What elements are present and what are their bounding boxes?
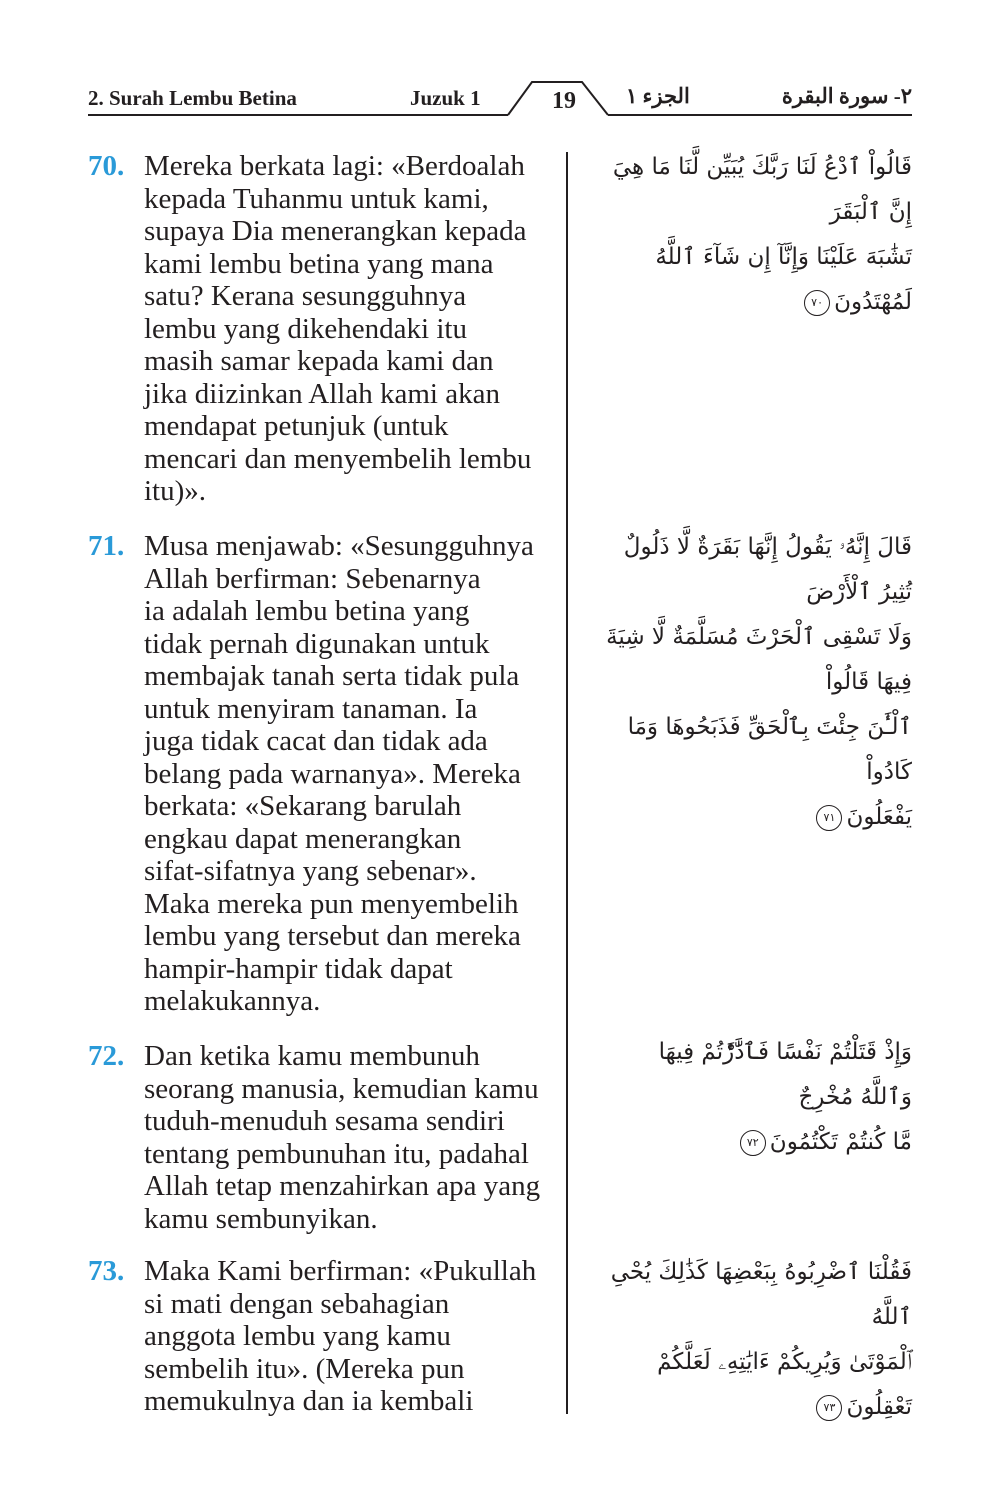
ayah-end-marker: ٧٠ bbox=[804, 290, 830, 316]
column-divider bbox=[566, 152, 568, 1414]
arabic-text: قَالَ إِنَّهُۥ يَقُولُ إِنَّهَا بَقَرَةٌ لَّا ذَلُولٌ تُثِيرُ ٱلْأَرْضَ وَلَا تَسْقِى ٱلْحَرْثَ مُسَلَّمَةٌ لَّا شِيَةَ فِيهَا قَالُواْ ٱلْـَٰٔنَ جِئْتَ بِٱلْحَقِّ فَذَبَحُوهَا وَمَا كَادُواْ يَفْعَلُونَ bbox=[606, 534, 912, 830]
verse-translation: Dan ketika kamu membunuh seorang manusia, kemudian kamu tuduh-menuduh sesama sendiri tentang pembunuhan itu, padahal Allah tetap menzahirkan apa yang kamu sembunyikan. bbox=[144, 1040, 541, 1235]
arabic-text: قَالُواْ ٱدْعُ لَنَا رَبَّكَ يُبَيِّن لَّنَا مَا هِيَ إِنَّ ٱلْبَقَرَ تَشَٰبَهَ عَلَيْنَا وَإِنَّآ إِن شَآءَ ٱللَّهُ لَمُهْتَدُونَ bbox=[612, 154, 912, 315]
verse-number: 73. bbox=[88, 1255, 125, 1287]
surah-title-latin: 2. Surah Lembu Betina bbox=[88, 86, 297, 110]
ayah-end-marker: ٧٣ bbox=[816, 1395, 842, 1421]
verse-number: 71. bbox=[88, 530, 125, 562]
juzuk-label-arabic: الجزء ١ bbox=[626, 84, 690, 108]
ayah-end-marker: ٧١ bbox=[816, 805, 842, 831]
verse-number: 72. bbox=[88, 1040, 125, 1072]
verse-number: 70. bbox=[88, 150, 125, 182]
arabic-text: وَإِذْ قَتَلْتُمْ نَفْسًا فَٱدَّٰرَْٰٔتُمْ فِيهَا وَٱللَّهُ مُخْرِجٌ مَّا كُنتُمْ تَكْتُمُونَ bbox=[658, 1039, 912, 1155]
surah-title-arabic: ٢- سورة البقرة bbox=[781, 84, 912, 108]
verse-arabic bbox=[600, 1250, 912, 1430]
verse-arabic bbox=[600, 145, 912, 325]
verse-translation: Musa menjawab: «Sesungguhnya Allah berfirman: Sebenarnya ia adalah lembu betina yang tidak pernah digunakan untuk membajak tanah serta tidak pula untuk menyiram tanaman. Ia juga tidak cacat dan tidak ada belang pada warnanya». Mereka berkata: «Sekarang barulah engkau dapat menerangkan sifat-sifatnya yang sebenar». Maka mereka pun menyembelih lembu yang tersebut dan mereka hampir-hampir tidak dapat melakukannya. bbox=[144, 530, 534, 1017]
page-header bbox=[0, 0, 1000, 130]
verse-translation: Maka Kami berfirman: «Pukullah si mati dengan sebahagian anggota lembu yang kamu sembelih itu». (Mereka pun memukulnya dan ia kembali bbox=[144, 1255, 537, 1417]
page-number: 19 bbox=[552, 88, 576, 114]
verse-translation: Mereka berkata lagi: «Berdoalah kepada Tuhanmu untuk kami, supaya Dia menerangkan kepada kami lembu betina yang mana satu? Kerana sesungguhnya lembu yang dikehendaki itu masih samar kepada kami dan jika diizinkan Allah kami akan mendapat petunjuk (untuk mencari dan menyembelih lembu itu)». bbox=[144, 150, 532, 507]
juzuk-label-latin: Juzuk 1 bbox=[410, 86, 481, 110]
verse-arabic bbox=[600, 1030, 912, 1165]
ayah-end-marker: ٧٢ bbox=[740, 1130, 766, 1156]
arabic-text: فَقُلْنَا ٱضْرِبُوهُ بِبَعْضِهَا كَذَٰلِكَ يُحْىِ ٱللَّهُ ٱلْمَوْتَىٰ وَيُرِيكُمْ ءَايَٰتِهِۦ لَعَلَّكُمْ تَعْقِلُونَ bbox=[610, 1259, 912, 1420]
verse-arabic bbox=[600, 525, 912, 840]
